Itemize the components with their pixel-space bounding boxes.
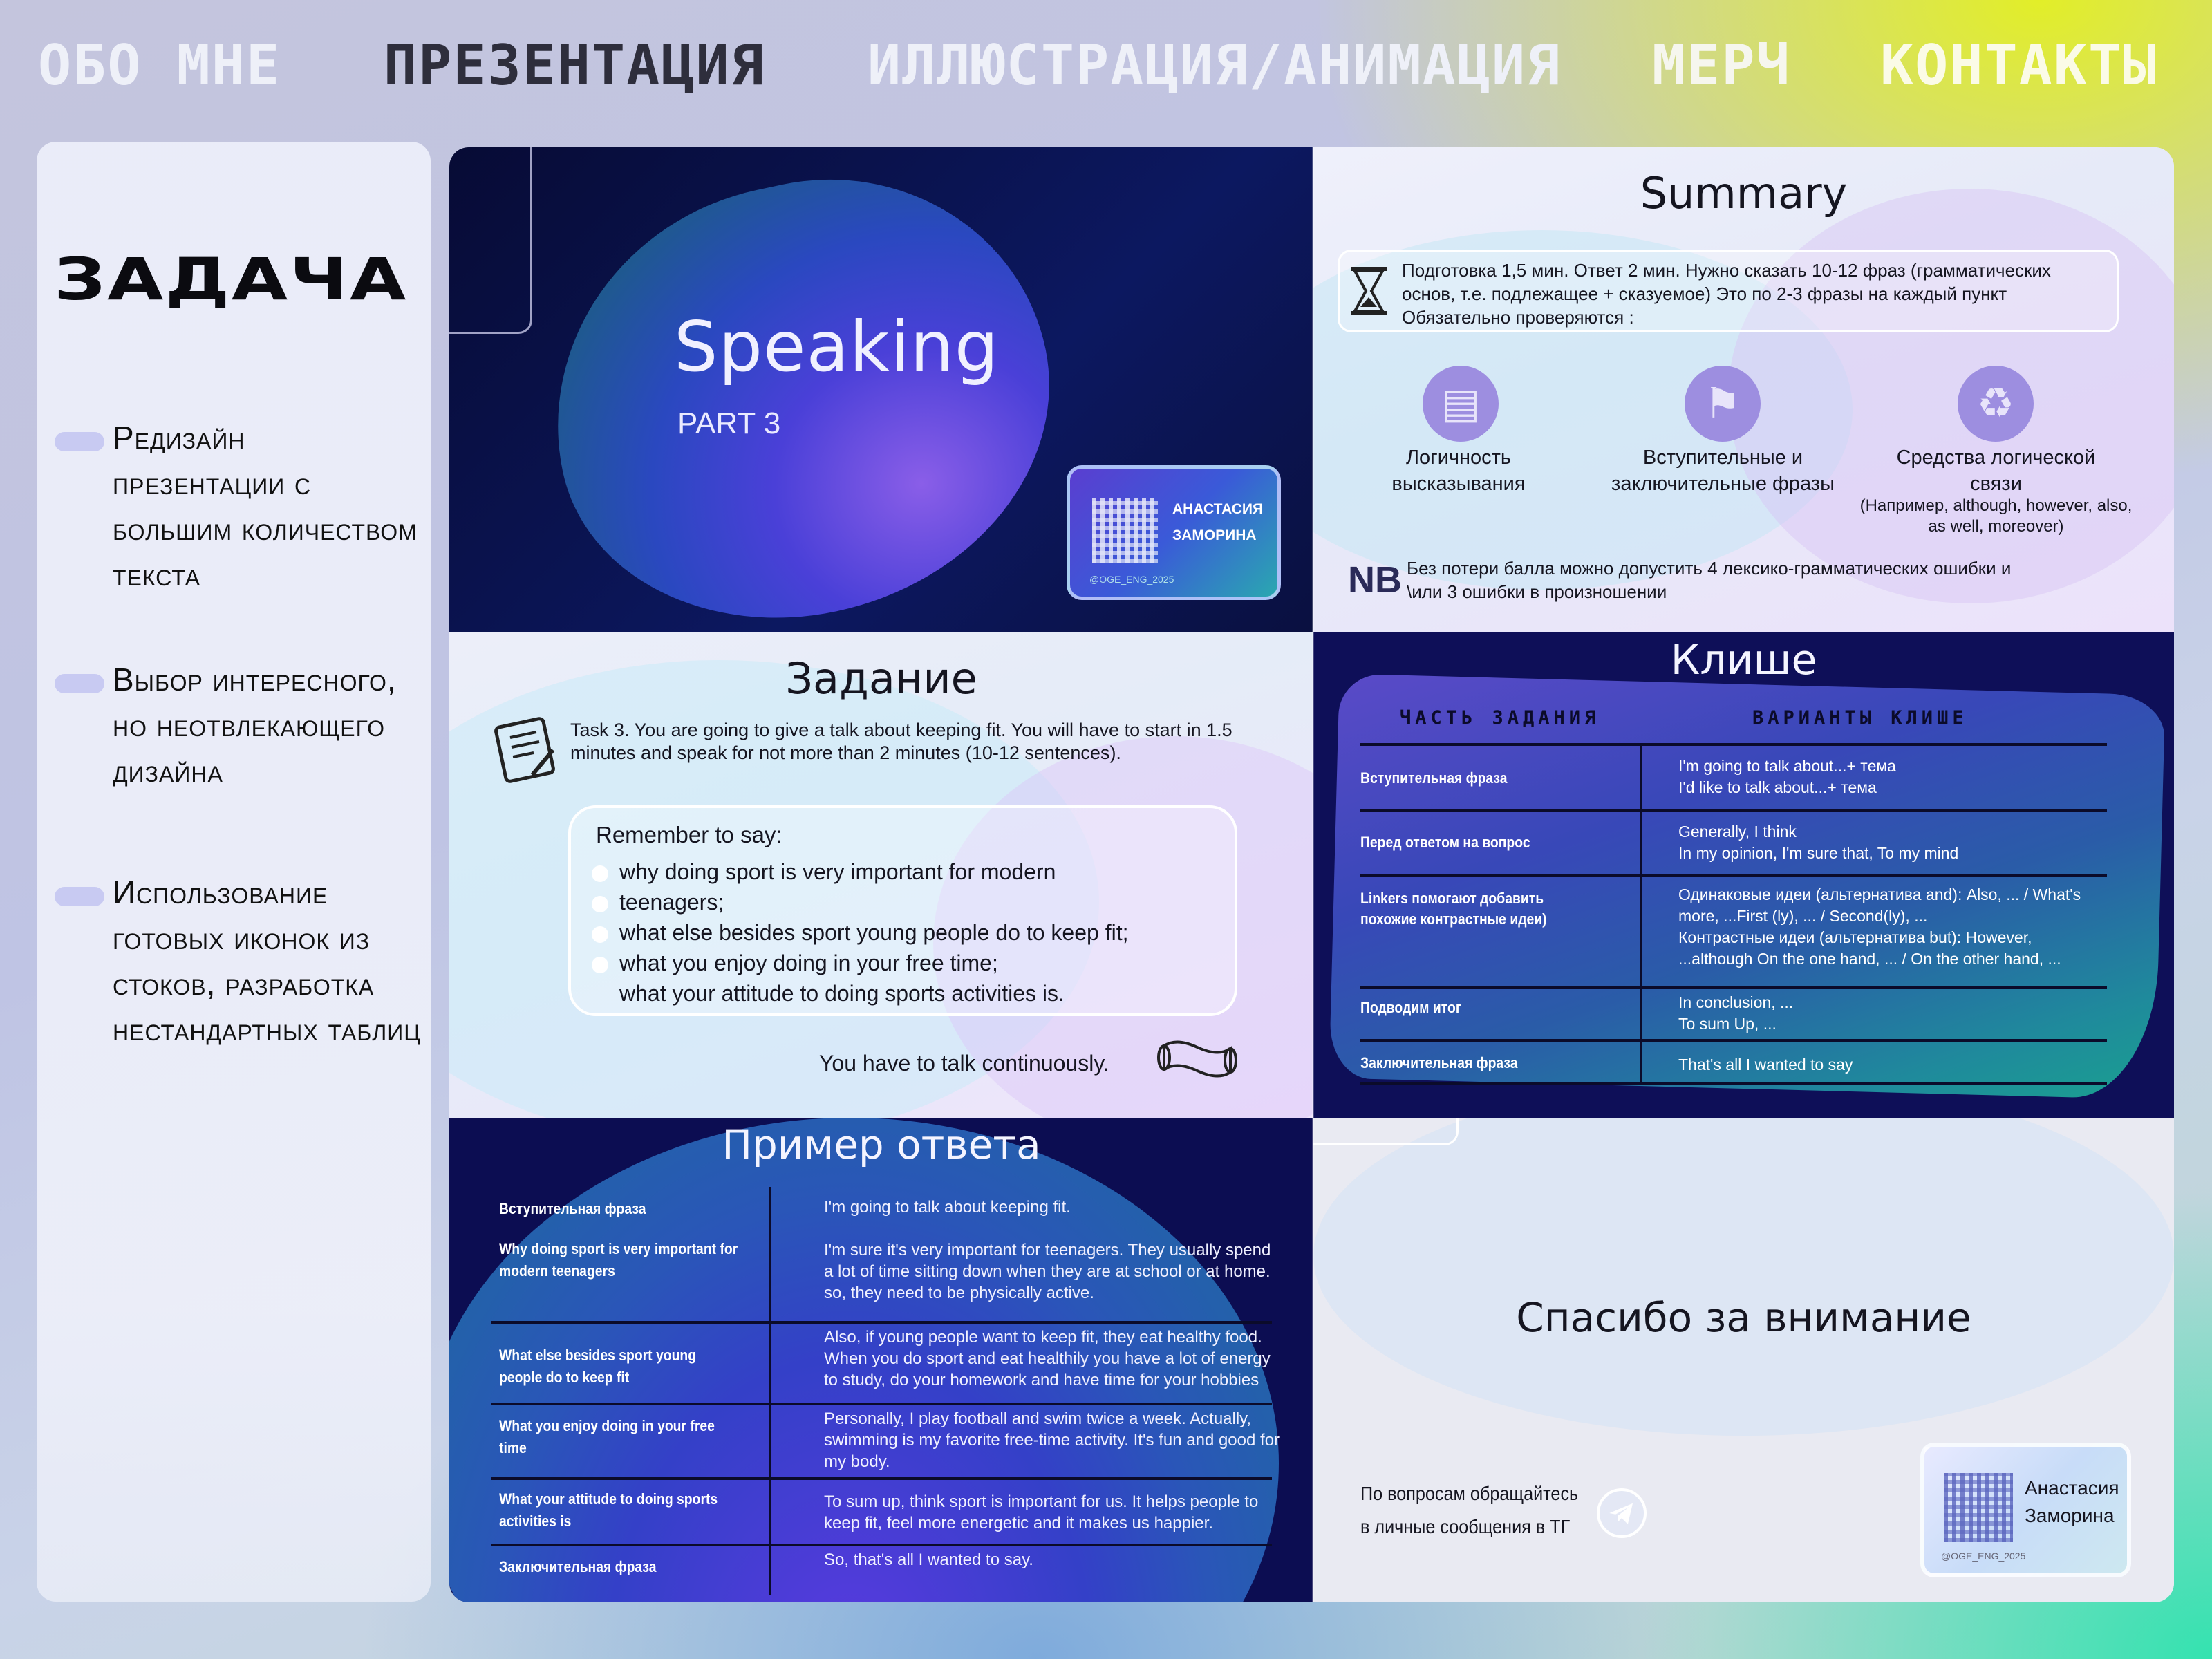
flag-icon: ⚑ <box>1685 366 1761 442</box>
table-cell: Generally, I think In my opinion, I'm sure that, To my mind <box>1678 823 1959 862</box>
task-title: ЗАДАЧА <box>54 245 408 313</box>
table-row <box>491 1544 1272 1585</box>
footer-text: You have to talk continuously. <box>819 1051 1109 1076</box>
nav-presentation[interactable]: ПРЕЗЕНТАЦИЯ <box>384 33 765 97</box>
author-handle: @OGE_ENG_2025 <box>1941 1550 2026 1562</box>
nav-contacts[interactable]: КОНТАКТЫ <box>1880 33 2158 97</box>
author-name: АНАСТАСИЯ ЗАМОРИНА <box>1172 501 1264 543</box>
nb-label: NB <box>1348 559 1402 601</box>
list-item: what else besides sport young people do to keep fit; <box>592 917 1228 948</box>
remember-box <box>568 805 1237 1016</box>
slide-summary[interactable] <box>1313 147 2174 632</box>
table-cell: In conclusion, ... To sum Up, ... <box>1678 993 1794 1033</box>
table-cell: What else besides sport young people do to keep fit <box>499 1347 697 1386</box>
slide-heading: Задание <box>785 653 977 704</box>
presentation-gallery <box>449 147 2174 1602</box>
grid-divider <box>1312 147 1314 1602</box>
table-cell: What your attitude to doing sports activities is <box>499 1490 718 1530</box>
list-item: what your attitude to doing sports activities is. <box>619 981 1065 1006</box>
list-item: why doing sport is very important for modern <box>592 856 1228 887</box>
table-row <box>491 1187 1272 1230</box>
task-item: Использование готовых иконок из стоков, разработка нестандартных таблиц <box>113 874 421 1047</box>
recycle-icon: ♻ <box>1958 366 2034 442</box>
author-name: Анастасия Заморина <box>2025 1477 2119 1526</box>
list-item: teenagers; <box>592 887 1228 917</box>
decor-line <box>1313 1118 1459 1145</box>
table-cell: Also, if young people want to keep fit, they eat healthy food. When you do sport and eat healthily you have a lot of energy to study, do your homework and have time for your hobbies <box>824 1328 1271 1389</box>
table-row <box>1360 986 2107 1039</box>
remember-list <box>592 856 1228 1009</box>
table-cell: Personally, I play football and swim twice a week. Actually, swimming is my favorite free-time activity. It's fun and good for my body. <box>824 1409 1280 1471</box>
criterion-label: Средства логической связи <box>1896 447 2096 495</box>
slide-title-text: Speaking <box>674 306 1000 387</box>
table-row <box>491 1321 1272 1403</box>
slide-subtitle: PART 3 <box>677 406 781 440</box>
contact-text: По вопросам обращайтесь в личные сообщения в ТГ <box>1360 1483 1579 1537</box>
table-cell: Перед ответом на вопрос <box>1360 834 1530 851</box>
top-nav <box>38 33 2174 109</box>
slide-heading: Пример ответа <box>722 1121 1041 1168</box>
clipboard-icon: ▤ <box>1423 366 1499 442</box>
task-item: Редизайн презентации с большим количеством текста <box>113 420 418 592</box>
decor-blob <box>514 147 1089 632</box>
criterion-note: (Например, although, however, also, as well, moreover) <box>1859 496 2133 536</box>
table-cell: Linkers помогают добавить похожие контрастные идеи) <box>1360 890 1547 928</box>
table-cell: So, that's all I wanted to say. <box>824 1550 1033 1569</box>
bullet-marker <box>55 887 104 906</box>
table-cell: Вступительная фраза <box>499 1200 646 1217</box>
table-cell: Заключительная фраза <box>499 1558 657 1575</box>
qr-code-icon <box>1944 1473 2013 1542</box>
bullet-marker <box>55 432 104 451</box>
table-row <box>1360 809 2107 874</box>
remember-title: Remember to say: <box>596 822 782 847</box>
bullet-marker <box>55 674 104 693</box>
author-card <box>1920 1443 2131 1577</box>
table-cell: That's all I wanted to say <box>1678 1056 1853 1074</box>
decor-blob <box>1313 1118 2174 1436</box>
nav-merch[interactable]: МЕРЧ <box>1652 33 1791 97</box>
task-item: Выбор интересного, но неотвлекающего дизайна <box>113 662 397 789</box>
info-text: Подготовка 1,5 мин. Ответ 2 мин. Нужно сказать 10-12 фраз (грамматических основ, т.е. подлежащее + сказуемое) Это по 2-3 фразы на каждый пункт Обязательно проверяются : <box>1402 260 2051 328</box>
slide-thanks[interactable] <box>1313 1118 2174 1602</box>
slide-title[interactable] <box>449 147 1313 632</box>
hourglass-icon <box>1348 265 1389 317</box>
table-row <box>491 1403 1280 1477</box>
slide-heading: Summary <box>1640 168 1848 218</box>
table-cell: Why doing sport is very important for modern teenagers <box>499 1240 738 1280</box>
table-row <box>491 1477 1272 1544</box>
qr-code-icon <box>1092 498 1158 563</box>
criterion-label: Вступительные и заключительные фразы <box>1611 447 1835 495</box>
table-cell: I'm going to talk about keeping fit. <box>824 1198 1071 1217</box>
table-cell: I'm sure it's very important for teenagers. They usually spend a lot of time sitting down when they are at school or at home. so, they need to be physically active. <box>824 1241 1271 1302</box>
column-header: ЧАСТЬ ЗАДАНИЯ <box>1400 707 1600 729</box>
nav-about[interactable]: ОБО МНЕ <box>38 33 281 97</box>
table-cell: Заключительная фраза <box>1360 1054 1518 1071</box>
author-handle: @OGE_ENG_2025 <box>1089 574 1174 585</box>
author-card <box>1067 465 1281 600</box>
nb-text: Без потери балла можно допустить 4 лексико-грамматических ошибки и \или 3 ошибки в произношении <box>1407 558 2012 602</box>
scroll-icon <box>1156 1032 1237 1087</box>
task-text: Task 3. You are going to give a talk about keeping fit. You will have to start in 1.5 minutes and speak for not more than 2 minutes (10-12 sentences). <box>570 720 1232 763</box>
telegram-icon[interactable] <box>1597 1488 1647 1538</box>
table-row <box>1360 1039 2107 1085</box>
table-cell: Вступительная фраза <box>1360 769 1508 787</box>
table-cell: Одинаковые идеи (альтернатива and): Also, ... / What's more, ...First (ly), ... / Second(ly), ... Контрастные идеи (альтернатива but): However, ...although On the one hand, ... / On the other hand, ... <box>1678 885 2081 968</box>
table-row <box>491 1230 1272 1321</box>
table-row <box>1360 874 2107 986</box>
task-panel <box>37 142 431 1602</box>
criterion-label: Логичность высказывания <box>1391 447 1526 495</box>
table-cell: What you enjoy doing in your free time <box>499 1417 715 1456</box>
decor-line <box>449 147 532 334</box>
table-cell: To sum up, think sport is important for us. It helps people to keep fit, feel more energetic and it makes us happier. <box>824 1492 1259 1533</box>
column-header: ВАРИАНТЫ КЛИШЕ <box>1752 707 1968 729</box>
table-row <box>1360 743 2107 809</box>
info-box <box>1338 250 2119 332</box>
slide-heading: Клише <box>1670 636 1817 684</box>
table-cell: Подводим итог <box>1360 999 1461 1016</box>
slide-cliches[interactable] <box>1313 632 2174 1118</box>
table-cell: I'm going to talk about...+ тема I'd like to talk about...+ тема <box>1678 757 1896 796</box>
slide-assignment[interactable] <box>449 632 1313 1118</box>
slide-sample-answer[interactable] <box>449 1118 1313 1602</box>
list-item: what you enjoy doing in your free time; <box>592 948 1228 978</box>
nav-illustration[interactable]: ИЛЛЮСТРАЦИЯ/АНИМАЦИЯ <box>868 33 1562 97</box>
document-icon <box>492 714 561 783</box>
thanks-text: Спасибо за внимание <box>1516 1294 1971 1341</box>
